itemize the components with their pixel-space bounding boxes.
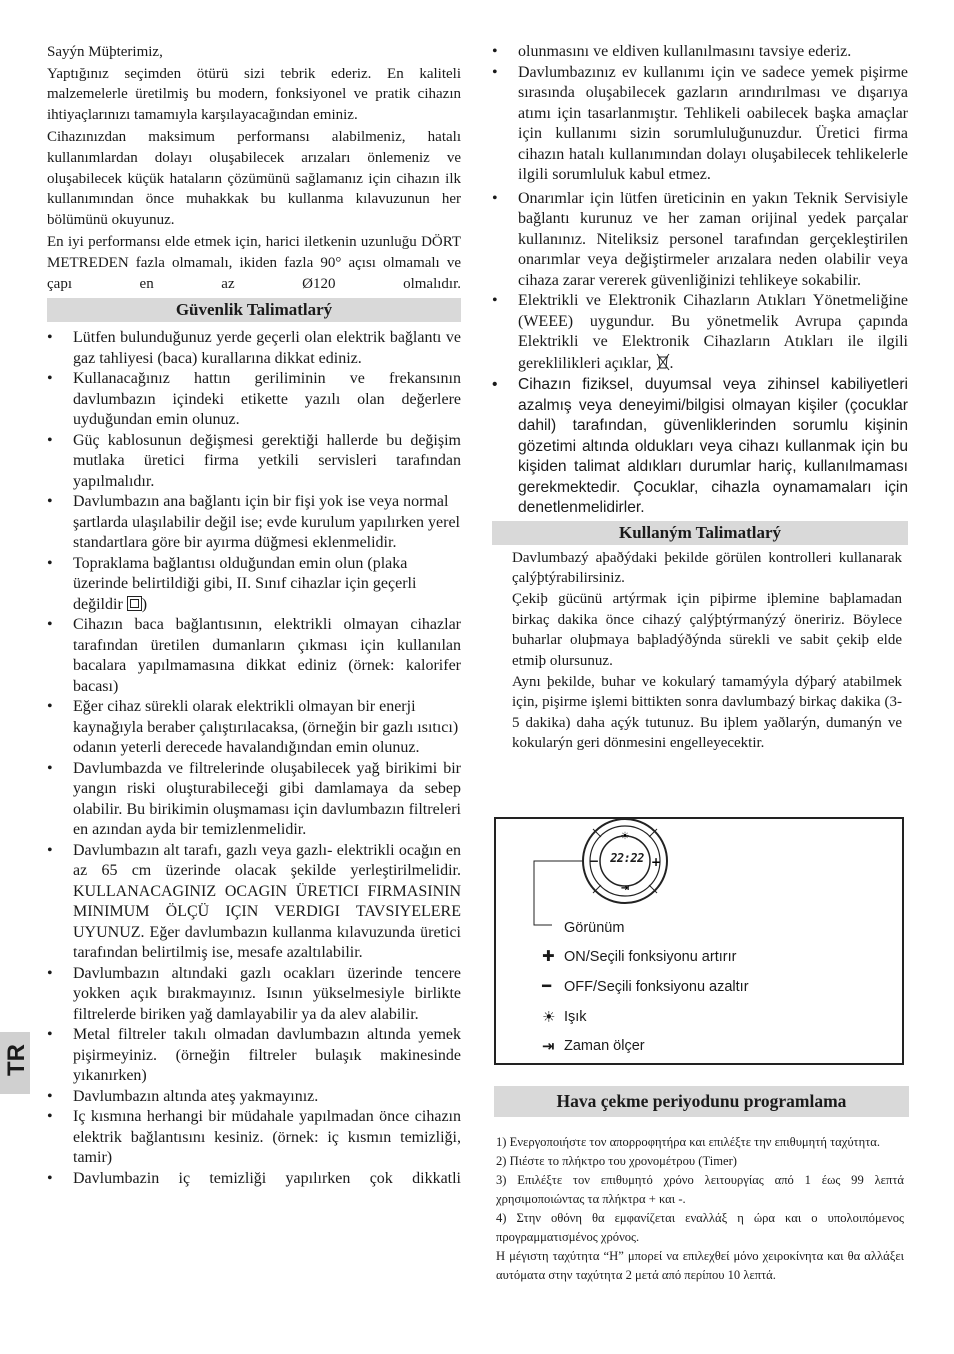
safety-list (47, 328, 461, 1189)
light-icon: ☀ (542, 1008, 556, 1026)
weee-bin-icon (656, 353, 670, 371)
list-item: • Kullanacağınız hattın geriliminin ve frekansının davlumbazın içindeki etikette yazılı olan değerlere uyduğundan emin olunuz. (47, 369, 461, 431)
usage-text (492, 548, 908, 754)
list-item-tail: . (669, 354, 674, 372)
step-note: Η μέγιστη ταχύτητα “Η” μπορεί να επιλεχθεί μόνο χειροκίνητα και θα αλλάξει αυτόματα στην ταχύτητα 2 μετά από περίπου 10 λεπτά. (496, 1249, 904, 1282)
list-item: • Davlumbazınız ev kullanımı için ve sadece yemek pişirme sırasında oluşabilecek gazların arındırılması ve dışarıya atımı için tasarlanmıştır. Tehlikeli oabilecek başka amaçlar için kullanımı sizin sorumluluğunuzdur. Üretici firma cihazın hatalı kullanımından dolayı oluşabilecek tehlikelerle ilgili sorumluluk kabul etmez. (492, 63, 908, 186)
safety-list-continued (492, 42, 908, 63)
list-item: • Davlumbazin iç temizliği yapılırken çok dikkatli (47, 1169, 461, 1190)
intro (47, 42, 461, 294)
intro-paragraph-1: Yaptığınız seçimden ötürü sizi tebrik ederiz. En kaliteli malzemelerle üretilmiş bu modern, fonksiyonel ve pratik cihazın ihtiyaçlarınızı tamamıyla karşılayacağından eminiz. (47, 65, 461, 123)
list-item (492, 291, 908, 374)
list-item: • Davlumbazın ana bağlantı için bir fişi yok ise veya normal şartlarda ulaşılabilir değil ise; evde kurulum yapılırken yerel standartlara göre bir ayırma düğmesi eklenmelidir. (47, 492, 461, 554)
safety-heading: Güvenlik Talimatlarý (47, 298, 461, 322)
list-item-text: Elektrikli ve Elektronik Cihazların Atıkları Yönetmeliğine (WEEE) uygundur. Bu yönetmelik Avrupa çapında Elektrikli ve Elektronik Cihazların Atıkları ile ilgili gereklilikleri açıklar, (518, 292, 908, 372)
list-item-text: Topraklama bağlantısı olduğundan emin olun (plaka üzerinde belirtildiği gibi, II. Sınıf cihazlar için geçerli değildir (73, 554, 417, 613)
legend-light: Işık (564, 1009, 587, 1025)
programming-steps (496, 1133, 904, 1285)
legend-plus: ON/Seçili fonksiyonu artırır (564, 949, 737, 965)
list-item: • Eğer cihaz sürekli olarak elektrikli olmayan bir enerji kaynağıyla beraber çalıştırılacaksa, (örneğin bir gazlı ısıtıcı) odanın yeterli derecede havalandığından emin olunuz. (47, 697, 461, 759)
list-item: • Davlumbazın alt tarafı, gazlı veya gazlı- elektrikli ocağın en az 65 cm üzerinde olacak şekilde yerleştirilmelidir. KULLANACAGINIZ OCAGIN ÜRETICI FIRMASININ MINIMUM ÖLÇÜ IÇIN VERDIGI TAVSIYELERE UYUNUZ. Eğer davlumbazın kullanma kılavuzunda üretici tarafından belirtilmiş ise, mesafe azaltılabilir. (47, 841, 461, 964)
class-ii-icon (127, 596, 142, 611)
programming-heading: Hava çekme periyodunu programlama (494, 1086, 909, 1117)
control-dial (494, 817, 904, 1065)
list-item (47, 554, 461, 616)
usage-heading: Kullaným Talimatlarý (492, 521, 908, 545)
legend-display: Görünüm (564, 920, 625, 936)
list-item: • Davlumbazın altındaki gazlı ocakları üzerinde tencere yokken açık bırakmayınız. Isının yükselmesiyle birlikte filtrelerde biriken yağ damlayabilir ya da alev alabilir. (47, 964, 461, 1026)
step-1: 1) Ενεργοποιήστε τον απορροφητήρα και επιλέξτε την επιθυμητή ταχύτητα. (496, 1135, 881, 1149)
list-item: • Cihazın fiziksel, duyumsal veya zihinsel kabiliyetleri azalmış veya deneyimi/bilgisi olmayan kişiler (çocuklar dahil) tarafından, güvenliklerinden sorumlu kişinin gözetimi altında oldukları veya cihazı kullanmak için bu kişiden talimat aldıkları durumlar hariç, kullanılmaması gerekmektedir. Çocuklar, cihazla oynamamaları için denetlenmelidirler. (492, 375, 908, 519)
safety-list-right (492, 63, 908, 519)
step-3: 3) Επιλέξτε τον επιθυμητό χρόνο λειτουργίας από 1 έως 99 λεπτά χρησιμοποιώντας τα πλήκτρα + και -. (496, 1173, 904, 1206)
list-item-tail: ) (141, 595, 148, 613)
intro-paragraph-3: En iyi performansı elde etmek için, harici iletkenin uzunluğu DÖRT METREDEN fazla olmamalı, ikiden fazla 90° açısı olmamalı ve çapı en az Ø120 olmalıdır. (47, 234, 461, 292)
display-readout: 22:22 (610, 851, 644, 865)
greeting: Sayýn Müþterimiz, (47, 44, 163, 60)
list-item: • Davlumbazda ve filtrelerinde oluşabilecek yağ birikimi bir yangın riski oluşturabileceği gibi damlamaya da sebep olabilir. Bu birikimin oluşmaması için davlumbazın filtreleri en azından ayda bir temizlenmelidir. (47, 759, 461, 841)
language-tab (0, 1032, 30, 1094)
list-item: • Davlumbazın altında ateş yakmayınız. (47, 1087, 461, 1108)
language-tab-label: TR (3, 1044, 30, 1076)
list-item: • Cihazın baca bağlantısının, elektrikli olmayan cihazlar tarafından üretilen dumanların çıkması için kullanılan bacalara yapılmamasına dikkat ediniz (örnek: kalorifer bacası) (47, 615, 461, 697)
list-item: • Güç kablosunun değişmesi gerektiği hallerde bu değişim mutlaka üretici firma yetkili servisleri tarafından yapılmalıdır. (47, 431, 461, 493)
svg-text:+: + (650, 855, 662, 869)
list-item: • Iç kısmına herhangi bir müdahale yapılmadan önce cihazın elektrik bağlantısını kesiniz. (örnek: iç kısmın temizliği, tamir) (47, 1107, 461, 1169)
control-panel-diagram (494, 817, 904, 1065)
usage-paragraph-2: Çekiþ gücünü artýrmak için piþirme iþlemine baþlamadan birkaç dakika önce cihazý çalýþtýrmanýzý öneririz. Böylece buharlar oluþmaya baþladýðýnda sürekli ve sabit çekiþ elde etmiþ olursunuz. (512, 591, 902, 669)
step-2: 2) Πιέστε το πλήκτρο του χρονομέτρου (Timer) (496, 1154, 737, 1168)
list-item: • Metal filtreler takılı olmadan davlumbazın altında yemek pişirmeyiniz. (örneğin filtreler bulaşık makinesinde yıkanırken) (47, 1025, 461, 1087)
minus-icon: ━ (542, 977, 552, 995)
list-item: • Lütfen bulunduğunuz yerde geçerli olan elektrik bağlantı ve gaz tahliyesi (baca) kurallarına dikkat ediniz. (47, 328, 461, 369)
left-column (47, 42, 461, 1189)
intro-paragraph-2: Cihazınızdan maksimum performansı alabilmeniz, hatalı kullanımlardan dolayı oluşabilecek arızaları önlemeniz ve oluşabilecek küçük hataların çözümünü sağlamanız için cihazın ilk kullanımından önce muhakkak bu kullanma kılavuzunun her bölümünü okuyunuz. (47, 129, 461, 228)
timer-icon: ⇥ (542, 1037, 555, 1055)
legend-timer: Zaman ölçer (564, 1038, 645, 1054)
legend-minus: OFF/Seçili fonksiyonu azaltır (564, 979, 749, 995)
list-item: • Onarımlar için lütfen üreticinin en yakın Teknik Servisiyle bağlantı kurunuz ve her zaman orijinal yedek parçalar kullanınız. Niteliksiz personel tarafından gerçekleştirilen onarımlar veya değiştirmeler arızalara neden olabilir veya cihaza zarar vererek güvenliğinizi tehlikeye sokabilir. (492, 189, 908, 292)
right-column (492, 42, 908, 754)
usage-paragraph-1: Davlumbazý aþaðýdaki þekilde görülen kontrolleri kullanarak çalýþtýrabilirsiniz. (512, 549, 902, 586)
step-4: 4) Στην οθόνη θα εμφανίζεται εναλλάξ η ώρα και ο υπολοιπόμενος προγραμματισμένος χρόνος. (496, 1211, 904, 1244)
svg-text:☀: ☀ (620, 831, 630, 842)
svg-text:⇥: ⇥ (620, 883, 630, 894)
list-item-continued (492, 42, 908, 63)
usage-paragraph-3: Aynı þekilde, buhar ve kokularý tamamýyla dýþarý atabilmek için, pişirme işlemi bittikten sonra davlumbazý birkaç dakika (3-5 dakika) daha açýk tutunuz. Bu iþlem yaðlarýn, dumanýn ve kokularýn geri dönmesini engelleyecektir. (512, 673, 902, 752)
continued-text: olunmasını ve eldiven kullanılmasını tavsiye ederiz. (518, 43, 852, 60)
plus-icon: ✚ (542, 947, 555, 965)
svg-text:−: − (588, 854, 600, 868)
